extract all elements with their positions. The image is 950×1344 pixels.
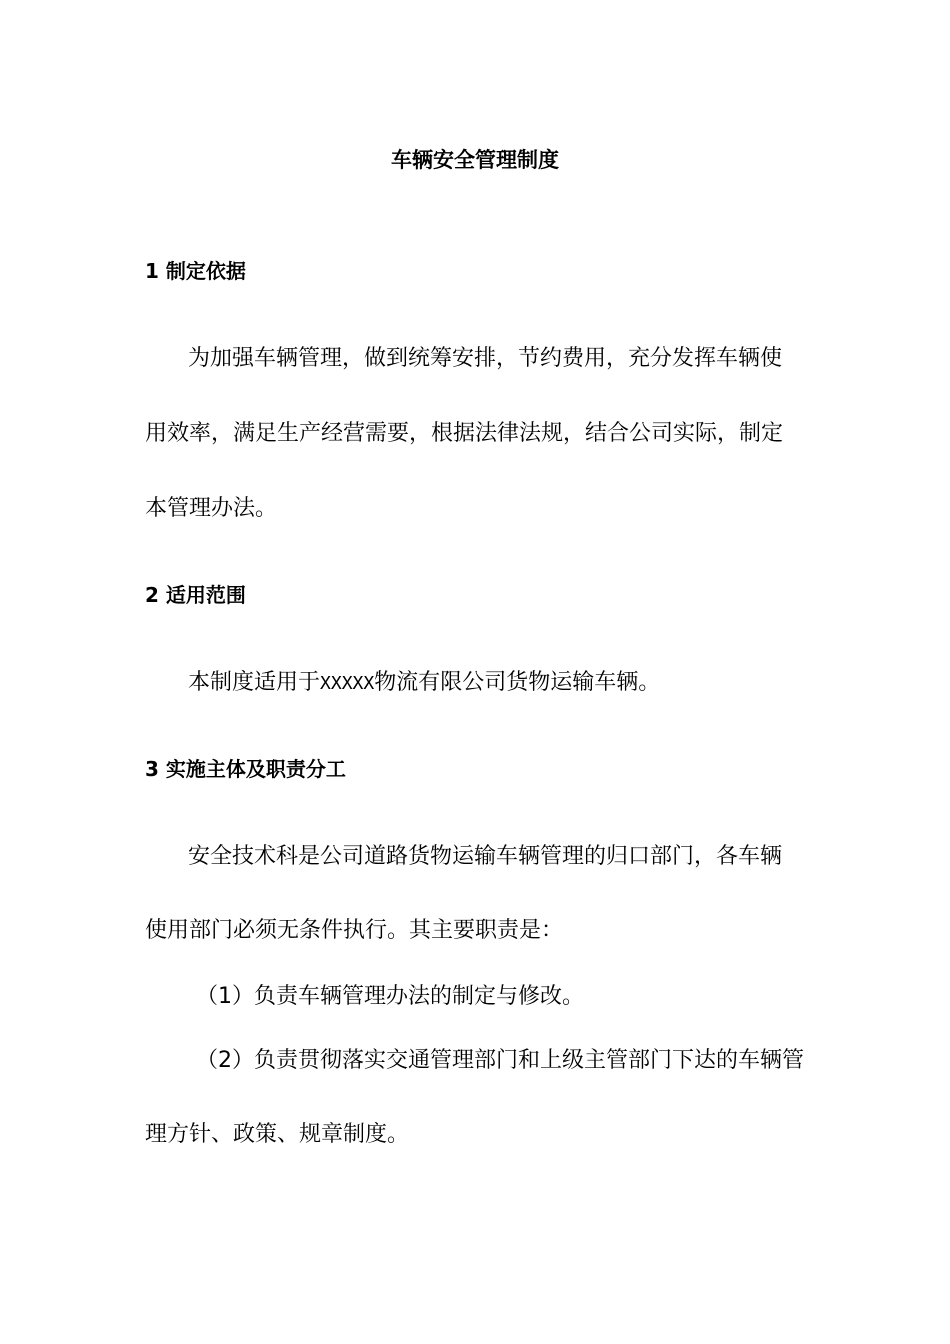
section-heading-3: 3 实施主体及职责分工 — [145, 757, 346, 781]
paragraph-line: 安全技术科是公司道路货物运输车辆管理的归口部门，各车辆 — [188, 844, 783, 869]
paragraph-line — [188, 668, 660, 699]
list-text: 负责车辆管理办法的制定与修改。 — [254, 984, 585, 1009]
company-code: XXXXX — [320, 673, 375, 694]
document-title: 车辆安全管理制度 — [391, 148, 559, 172]
paragraph-text: 本制度适用于 — [188, 670, 321, 695]
list-item-2 — [196, 1046, 804, 1076]
paragraph-line: 使用部门必须无条件执行。其主要职责是： — [145, 918, 564, 943]
paragraph-line: 为加强车辆管理，做到统筹安排，节约费用，充分发挥车辆使 — [188, 346, 783, 371]
list-item-1 — [196, 982, 584, 1012]
list-marker: （1） — [196, 984, 254, 1009]
paragraph-line: 用效率，满足生产经营需要，根据法律法规，结合公司实际，制定 — [145, 421, 784, 446]
section-heading-1: 1 制定依据 — [145, 259, 246, 283]
list-marker: （2） — [196, 1048, 254, 1073]
list-text: 负责贯彻落实交通管理部门和上级主管部门下达的车辆管 — [254, 1048, 805, 1073]
section-heading-2: 2 适用范围 — [145, 583, 246, 607]
paragraph-text: 物流有限公司货物运输车辆。 — [374, 670, 661, 695]
paragraph-line: 本管理办法。 — [145, 496, 278, 521]
list-item-2-continuation: 理方针、政策、规章制度。 — [145, 1122, 410, 1147]
